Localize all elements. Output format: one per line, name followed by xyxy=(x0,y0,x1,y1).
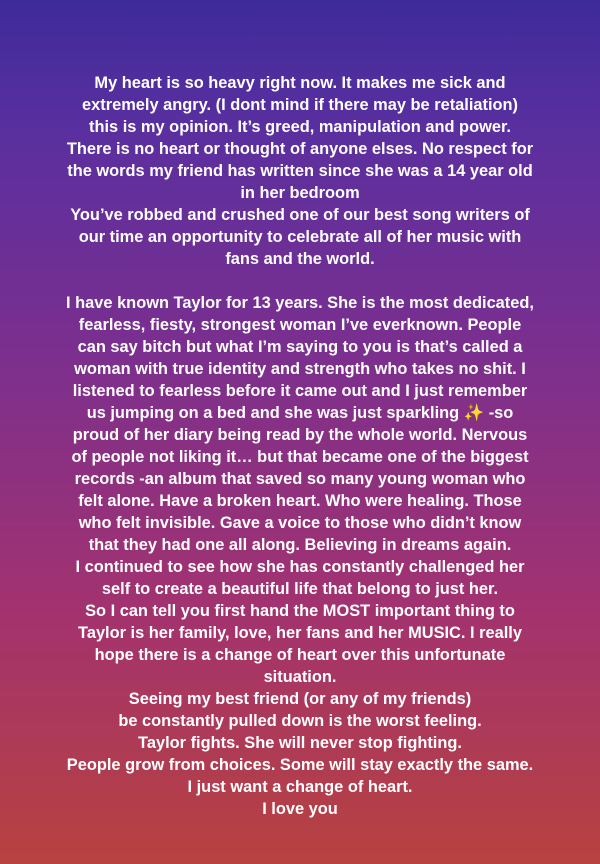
paragraph-1 xyxy=(22,72,578,270)
text-line: self to create a beautiful life that belong to just her. xyxy=(101,580,499,598)
text-line: I love you xyxy=(262,800,338,818)
text-line: There is no heart or thought of anyone elses. No respect for xyxy=(66,140,534,158)
text-line: Seeing my best friend (or any of my friends) xyxy=(128,690,472,708)
text-line: Taylor fights. She will never stop fighting. xyxy=(138,734,462,752)
text-line: My heart is so heavy right now. It makes me sick and xyxy=(94,74,506,92)
text-line: fans and the world. xyxy=(225,250,375,268)
text-line: Taylor is her family, love, her fans and her MUSIC. I really xyxy=(78,624,522,642)
text-line: be constantly pulled down is the worst feeling. xyxy=(118,712,482,730)
story-text-block xyxy=(22,72,578,820)
text-line: woman with true identity and strength who takes no shit. I xyxy=(74,360,526,378)
text-line: the words my friend has written since she was a 14 year old xyxy=(67,162,533,180)
paragraph-spacer xyxy=(22,270,578,292)
text-line: extremely angry. (I dont mind if there may be retaliation) xyxy=(82,96,518,114)
text-line: us jumping on a bed and she was just sparkling ✨ -so xyxy=(86,404,514,422)
text-line: situation. xyxy=(263,668,337,686)
text-line: this is my opinion. It’s greed, manipulation and power. xyxy=(89,118,511,136)
text-line: I just want a change of heart. xyxy=(187,778,413,796)
text-line: So I can tell you first hand the MOST important thing to xyxy=(85,602,515,620)
text-line: our time an opportunity to celebrate all of her music with xyxy=(78,228,522,246)
text-line: proud of her diary being read by the whole world. Nervous xyxy=(72,426,528,444)
text-line: can say bitch but what I’m saying to you is that’s called a xyxy=(77,338,523,356)
text-line: in her bedroom xyxy=(240,184,360,202)
text-line: You’ve robbed and crushed one of our best song writers of xyxy=(70,206,530,224)
text-line: who felt invisible. Gave a voice to those who didn’t know xyxy=(78,514,522,532)
paragraph-2 xyxy=(22,292,578,820)
text-line: records -an album that saved so many young woman who xyxy=(74,470,526,488)
text-line: of people not liking it… but that became one of the biggest xyxy=(71,448,529,466)
text-line: I have known Taylor for 13 years. She is the most dedicated, xyxy=(66,294,534,312)
text-line: that they had one all along. Believing in dreams again. xyxy=(88,536,512,554)
text-line: hope there is a change of heart over this unfortunate xyxy=(94,646,506,664)
text-line: felt alone. Have a broken heart. Who were healing. Those xyxy=(78,492,522,510)
text-line: listened to fearless before it came out and I just remember xyxy=(72,382,528,400)
text-line: I continued to see how she has constantly challenged her xyxy=(75,558,525,576)
text-line: fearless, fiesty, strongest woman I’ve everknown. People xyxy=(78,316,522,334)
text-line: People grow from choices. Some will stay exactly the same. xyxy=(66,756,534,774)
